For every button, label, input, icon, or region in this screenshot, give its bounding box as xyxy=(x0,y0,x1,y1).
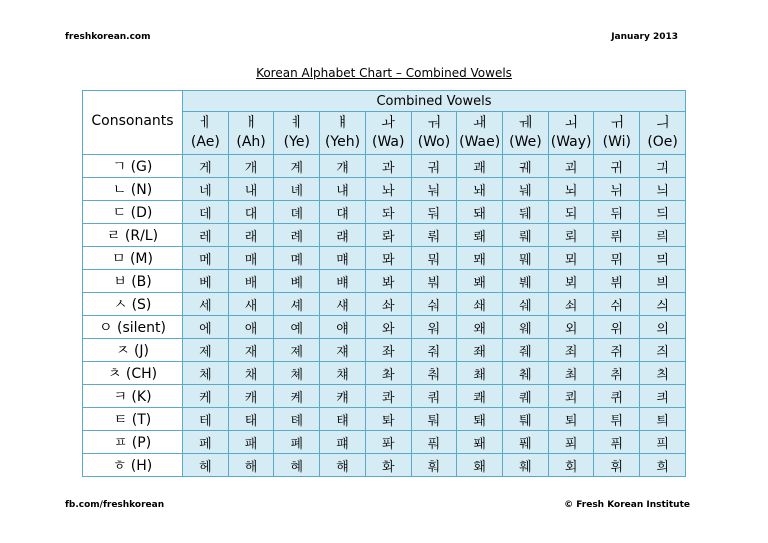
syllable-cell: 걔 xyxy=(320,155,366,178)
syllable-cell: 와 xyxy=(365,316,411,339)
syllable-cell: 쵀 xyxy=(457,362,503,385)
consonant-label: ㅊ (CH) xyxy=(83,362,183,385)
syllable-cell: 톄 xyxy=(274,408,320,431)
syllable-cell: 좨 xyxy=(457,339,503,362)
syllable-cell: 돼 xyxy=(457,201,503,224)
syllable-cell: 외 xyxy=(548,316,594,339)
syllable-cell: 춰 xyxy=(411,362,457,385)
syllable-cell: 캐 xyxy=(228,385,274,408)
syllable-cell: 메 xyxy=(183,247,229,270)
syllable-cell: 몌 xyxy=(274,247,320,270)
syllable-cell: 헤 xyxy=(183,454,229,477)
vowel-romanization: (Wi) xyxy=(602,134,631,150)
vowel-header xyxy=(503,112,549,155)
syllable-cell: 퀘 xyxy=(503,385,549,408)
vowel-header xyxy=(274,112,320,155)
syllable-cell: 대 xyxy=(228,201,274,224)
syllable-cell: 쿼 xyxy=(411,385,457,408)
syllable-cell: 턔 xyxy=(320,408,366,431)
header-date: January 2013 xyxy=(611,32,678,42)
vowel-header xyxy=(457,112,503,155)
syllable-cell: 뫠 xyxy=(457,247,503,270)
vowel-romanization: (Ye) xyxy=(283,134,310,150)
syllable-cell: 퐤 xyxy=(457,431,503,454)
syllable-cell: 되 xyxy=(548,201,594,224)
chart-title: Korean Alphabet Chart – Combined Vowels xyxy=(256,66,512,80)
syllable-cell: 럐 xyxy=(320,224,366,247)
syllable-cell: 내 xyxy=(228,178,274,201)
vowel-char: ㅟ xyxy=(610,115,624,131)
vowel-char: ㅙ xyxy=(472,115,487,131)
table-body xyxy=(83,155,686,477)
syllable-cell: 눠 xyxy=(411,178,457,201)
syllable-cell: 뉘 xyxy=(594,178,640,201)
syllable-cell: 배 xyxy=(228,270,274,293)
consonant-label: ㅌ (T) xyxy=(83,408,183,431)
syllable-cell: 쳬 xyxy=(274,362,320,385)
syllable-cell: 채 xyxy=(228,362,274,385)
vowel-romanization: (Yeh) xyxy=(324,134,361,150)
syllable-cell: 희 xyxy=(640,454,686,477)
syllable-cell: 태 xyxy=(228,408,274,431)
footer-facebook: fb.com/freshkorean xyxy=(65,500,165,510)
syllable-cell: 위 xyxy=(594,316,640,339)
syllable-cell: 췌 xyxy=(503,362,549,385)
syllable-cell: 예 xyxy=(274,316,320,339)
vowel-header xyxy=(183,112,229,155)
syllable-cell: 긔 xyxy=(640,155,686,178)
syllable-cell: 베 xyxy=(183,270,229,293)
syllable-cell: 뫼 xyxy=(548,247,594,270)
vowel-char: ㅐ xyxy=(244,115,258,131)
syllable-cell: 의 xyxy=(640,316,686,339)
consonant-label: ㄱ (G) xyxy=(83,155,183,178)
syllable-cell: 놔 xyxy=(365,178,411,201)
syllable-cell: 제 xyxy=(183,339,229,362)
table-row xyxy=(83,316,686,339)
syllable-cell: 패 xyxy=(228,431,274,454)
syllable-cell: 붜 xyxy=(411,270,457,293)
vowel-char: ㅞ xyxy=(518,115,533,131)
vowel-romanization: (Wo) xyxy=(417,134,451,150)
consonants-header: Consonants xyxy=(83,91,183,155)
syllable-cell: 네 xyxy=(183,178,229,201)
syllable-cell: 튀 xyxy=(594,408,640,431)
syllable-cell: 쉬 xyxy=(594,293,640,316)
syllable-cell: 촤 xyxy=(365,362,411,385)
table-row xyxy=(83,247,686,270)
vowel-romanization: (Oe) xyxy=(647,134,678,150)
syllable-cell: 쇠 xyxy=(548,293,594,316)
syllable-cell: 세 xyxy=(183,293,229,316)
syllable-cell: 믜 xyxy=(640,247,686,270)
syllable-cell: 뱨 xyxy=(320,270,366,293)
vowel-char: ㅔ xyxy=(198,115,213,131)
syllable-cell: 롸 xyxy=(365,224,411,247)
syllable-cell: 뷔 xyxy=(594,270,640,293)
vowel-char: ㅖ xyxy=(290,115,304,131)
syllable-cell: 테 xyxy=(183,408,229,431)
syllable-cell: 킈 xyxy=(640,385,686,408)
syllable-cell: 퉤 xyxy=(503,408,549,431)
syllable-cell: 늬 xyxy=(640,178,686,201)
vowel-char: ㅚ xyxy=(564,115,578,131)
table-row xyxy=(83,224,686,247)
syllable-cell: 듸 xyxy=(640,201,686,224)
syllable-cell: 풔 xyxy=(411,431,457,454)
syllable-cell: 데 xyxy=(183,201,229,224)
syllable-cell: 붸 xyxy=(503,270,549,293)
syllable-cell: 화 xyxy=(365,454,411,477)
syllable-cell: 픠 xyxy=(640,431,686,454)
syllable-cell: 댸 xyxy=(320,201,366,224)
consonant-label: ㅂ (B) xyxy=(83,270,183,293)
syllable-cell: 졔 xyxy=(274,339,320,362)
syllable-cell: 쾨 xyxy=(548,385,594,408)
syllable-cell: 풰 xyxy=(503,431,549,454)
syllable-cell: 볘 xyxy=(274,270,320,293)
table-row xyxy=(83,178,686,201)
vowel-char: ㅢ xyxy=(655,115,670,131)
combined-vowels-header: Combined Vowels xyxy=(183,91,686,112)
table-row xyxy=(83,201,686,224)
vowel-header xyxy=(228,112,274,155)
syllable-cell: 뒈 xyxy=(503,201,549,224)
syllable-cell: 먜 xyxy=(320,247,366,270)
syllable-cell: 혜 xyxy=(274,454,320,477)
consonant-label: ㅋ (K) xyxy=(83,385,183,408)
syllable-cell: 뇌 xyxy=(548,178,594,201)
syllable-cell: 래 xyxy=(228,224,274,247)
syllable-cell: 봐 xyxy=(365,270,411,293)
vowel-romanization: (Ah) xyxy=(236,134,266,150)
syllable-cell: 괘 xyxy=(457,155,503,178)
syllable-cell: 취 xyxy=(594,362,640,385)
consonant-label: ㅈ (J) xyxy=(83,339,183,362)
table-row xyxy=(83,408,686,431)
syllable-cell: 궈 xyxy=(411,155,457,178)
syllable-cell: 재 xyxy=(228,339,274,362)
syllable-cell: 숴 xyxy=(411,293,457,316)
syllable-cell: 퍠 xyxy=(320,431,366,454)
syllable-cell: 뵈 xyxy=(548,270,594,293)
syllable-cell: 페 xyxy=(183,431,229,454)
syllable-cell: 뭬 xyxy=(503,247,549,270)
vowel-header xyxy=(548,112,594,155)
syllable-cell: 퇴 xyxy=(548,408,594,431)
syllable-cell: 녜 xyxy=(274,178,320,201)
consonant-label: ㅅ (S) xyxy=(83,293,183,316)
syllable-cell: 퐈 xyxy=(365,431,411,454)
consonant-label: ㅁ (M) xyxy=(83,247,183,270)
syllable-cell: 새 xyxy=(228,293,274,316)
syllable-cell: 뒤 xyxy=(594,201,640,224)
syllable-cell: 폐 xyxy=(274,431,320,454)
syllable-cell: 휘 xyxy=(594,454,640,477)
syllable-cell: 눼 xyxy=(503,178,549,201)
syllable-cell: 뤼 xyxy=(594,224,640,247)
syllable-cell: 케 xyxy=(183,385,229,408)
vowel-header xyxy=(365,112,411,155)
syllable-cell: 개 xyxy=(228,155,274,178)
syllable-cell: 햬 xyxy=(320,454,366,477)
vowel-char: ㅒ xyxy=(335,115,350,131)
syllable-cell: 궤 xyxy=(503,155,549,178)
table-row xyxy=(83,454,686,477)
syllable-cell: 푀 xyxy=(548,431,594,454)
syllable-cell: 둬 xyxy=(411,201,457,224)
syllable-cell: 최 xyxy=(548,362,594,385)
combined-vowels-table xyxy=(82,90,686,477)
syllable-cell: 애 xyxy=(228,316,274,339)
table-row xyxy=(83,155,686,178)
syllable-cell: 뤠 xyxy=(503,224,549,247)
syllable-cell: 즤 xyxy=(640,339,686,362)
syllable-cell: 체 xyxy=(183,362,229,385)
table-row xyxy=(83,431,686,454)
consonant-label: ㄷ (D) xyxy=(83,201,183,224)
consonant-label: ㄴ (N) xyxy=(83,178,183,201)
vowel-romanization: (Wa) xyxy=(372,134,405,150)
syllable-cell: 쥐 xyxy=(594,339,640,362)
syllable-cell: 츼 xyxy=(640,362,686,385)
vowel-header xyxy=(594,112,640,155)
syllable-cell: 레 xyxy=(183,224,229,247)
syllable-cell: 해 xyxy=(228,454,274,477)
syllable-cell: 회 xyxy=(548,454,594,477)
syllable-cell: 쇄 xyxy=(457,293,503,316)
syllable-cell: 뤄 xyxy=(411,224,457,247)
table-row xyxy=(83,293,686,316)
vowel-header xyxy=(640,112,686,155)
vowel-romanization: (Ae) xyxy=(190,134,220,150)
syllable-cell: 매 xyxy=(228,247,274,270)
table-row xyxy=(83,362,686,385)
syllable-cell: 뫄 xyxy=(365,247,411,270)
syllable-cell: 돠 xyxy=(365,201,411,224)
syllable-cell: 놰 xyxy=(457,178,503,201)
syllable-cell: 에 xyxy=(183,316,229,339)
syllable-cell: 쟤 xyxy=(320,339,366,362)
vowel-romanization: (Wae) xyxy=(459,134,501,150)
consonant-label: ㅎ (H) xyxy=(83,454,183,477)
syllable-cell: 얘 xyxy=(320,316,366,339)
consonant-label: ㄹ (R/L) xyxy=(83,224,183,247)
syllable-cell: 왜 xyxy=(457,316,503,339)
syllable-cell: 뮈 xyxy=(594,247,640,270)
syllable-cell: 괴 xyxy=(548,155,594,178)
syllable-cell: 훼 xyxy=(503,454,549,477)
syllable-cell: 좌 xyxy=(365,339,411,362)
syllable-cell: 과 xyxy=(365,155,411,178)
syllable-cell: 퇘 xyxy=(457,408,503,431)
syllable-cell: 쉐 xyxy=(503,293,549,316)
syllable-cell: 릐 xyxy=(640,224,686,247)
syllable-cell: 뢔 xyxy=(457,224,503,247)
table-row xyxy=(83,270,686,293)
syllable-cell: 솨 xyxy=(365,293,411,316)
syllable-cell: 뎨 xyxy=(274,201,320,224)
syllable-cell: 챼 xyxy=(320,362,366,385)
syllable-cell: 뭐 xyxy=(411,247,457,270)
syllable-cell: 줴 xyxy=(503,339,549,362)
syllable-cell: 웨 xyxy=(503,316,549,339)
syllable-cell: 퉈 xyxy=(411,408,457,431)
syllable-cell: 냬 xyxy=(320,178,366,201)
table-row xyxy=(83,385,686,408)
syllable-cell: 컈 xyxy=(320,385,366,408)
syllable-cell: 섀 xyxy=(320,293,366,316)
syllable-cell: 퓌 xyxy=(594,431,640,454)
syllable-cell: 례 xyxy=(274,224,320,247)
consonant-label: ㅍ (P) xyxy=(83,431,183,454)
syllable-cell: 뢰 xyxy=(548,224,594,247)
syllable-cell: 워 xyxy=(411,316,457,339)
syllable-cell: 게 xyxy=(183,155,229,178)
vowel-romanization: (We) xyxy=(509,134,542,150)
syllable-cell: 귀 xyxy=(594,155,640,178)
vowel-romanization: (Way) xyxy=(550,134,592,150)
vowel-char: ㅘ xyxy=(381,115,395,131)
syllable-cell: 콰 xyxy=(365,385,411,408)
syllable-cell: 계 xyxy=(274,155,320,178)
syllable-cell: 틔 xyxy=(640,408,686,431)
footer-copyright: © Fresh Korean Institute xyxy=(564,500,690,510)
consonant-label: ㅇ (silent) xyxy=(83,316,183,339)
vowel-char: ㅝ xyxy=(427,115,441,131)
vowel-header xyxy=(320,112,366,155)
syllable-cell: 톼 xyxy=(365,408,411,431)
syllable-cell: 죄 xyxy=(548,339,594,362)
syllable-cell: 봬 xyxy=(457,270,503,293)
syllable-cell: 퀴 xyxy=(594,385,640,408)
syllable-cell: 홰 xyxy=(457,454,503,477)
syllable-cell: 훠 xyxy=(411,454,457,477)
table-row xyxy=(83,339,686,362)
syllable-cell: 쾌 xyxy=(457,385,503,408)
syllable-cell: 싀 xyxy=(640,293,686,316)
syllable-cell: 줘 xyxy=(411,339,457,362)
vowel-header xyxy=(411,112,457,155)
syllable-cell: 켸 xyxy=(274,385,320,408)
syllable-cell: 븨 xyxy=(640,270,686,293)
header-site: freshkorean.com xyxy=(65,32,151,42)
syllable-cell: 셰 xyxy=(274,293,320,316)
